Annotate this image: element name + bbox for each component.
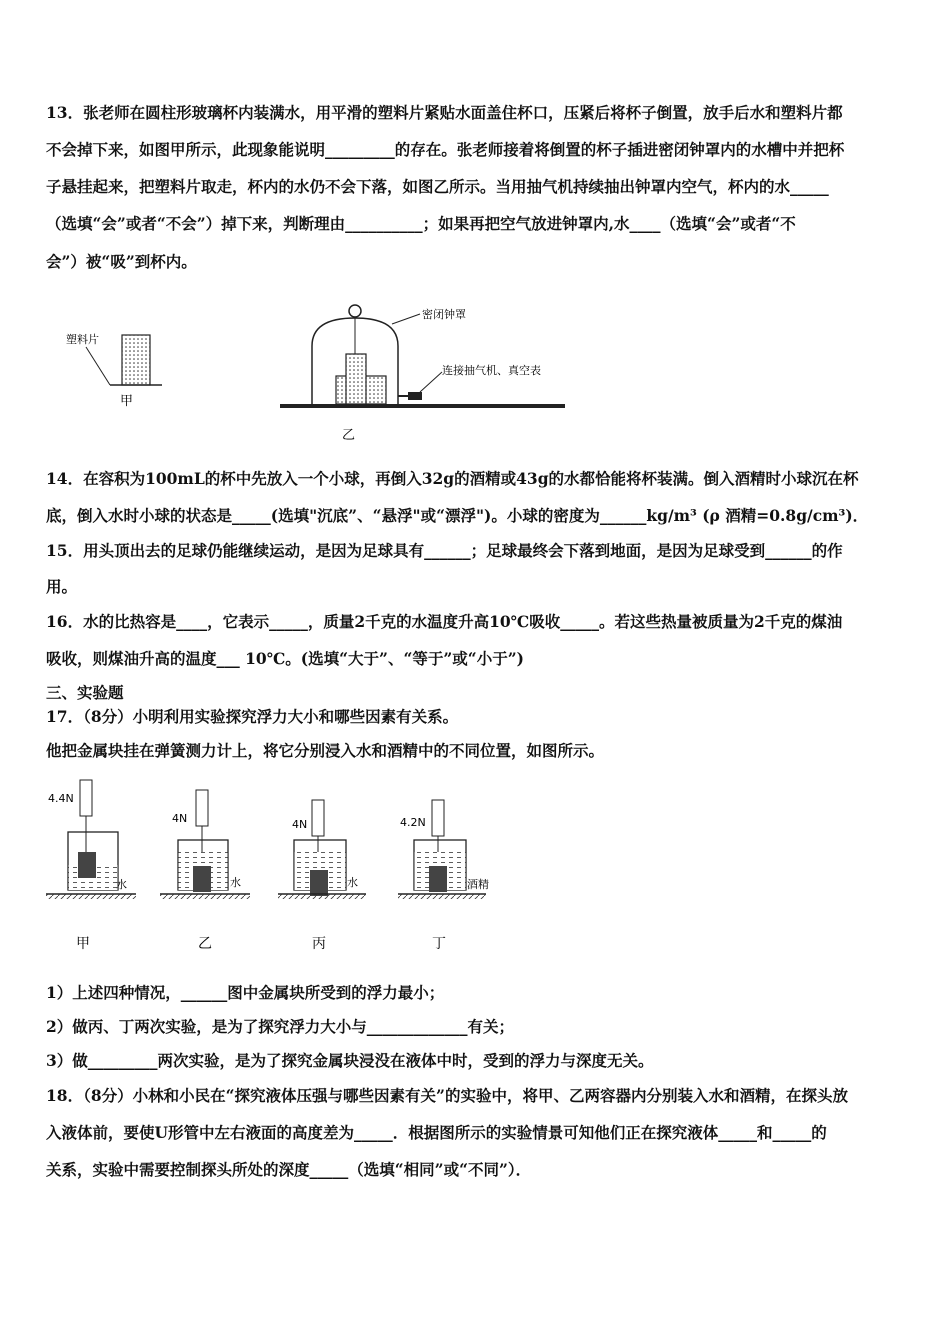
q17-sub-1: 1）上述四种情况，______图中金属块所受到的浮力最小；: [46, 983, 445, 1002]
reading-jia: 4.4N: [48, 792, 74, 805]
setup-bing: [278, 800, 366, 952]
hanging-cup: [346, 354, 366, 404]
caption-yi: 乙: [198, 936, 212, 952]
q13-figure-yi: [280, 296, 570, 446]
q18-line-1: 18．（8分）小林和小民在“探究液体压强与哪些因素有关”的实验中，将甲、乙两容器内分别装入水和酒精，在探头放: [46, 1086, 848, 1105]
section-title: 三、实验题: [46, 683, 124, 702]
liquid-ding: 酒精: [467, 878, 489, 891]
setup-ding: [398, 800, 489, 952]
figure-yi-caption: 乙: [342, 428, 356, 443]
q18-line-3: 关系，实验中需要控制探头所处的深度_____（选填“相同”或“不同”）．: [46, 1160, 532, 1179]
q13-line-5: 会”）被“吸”到杯内。: [46, 252, 197, 271]
q17-line-2: 他把金属块挂在弹簧测力计上，将它分别浸入水和酒精中的不同位置，如图所示。: [46, 741, 605, 760]
caption-ding: 丁: [432, 936, 446, 952]
bell-jar-label: 密闭钟罩: [422, 308, 466, 321]
q15-line-1: 15．用头顶出去的足球仍能继续运动，是因为足球具有______；足球最终会下落到地面，是因为足球受到______的作: [46, 541, 843, 560]
q15-line-2: 用。: [46, 577, 78, 596]
q17-sub-3: 3）做_________两次实验，是为了探究金属块浸没在液体中时，受到的浮力与深度无关。: [46, 1051, 654, 1070]
inverted-cup: [122, 335, 150, 385]
liquid-yi: 水: [230, 876, 241, 889]
q17-line-1: 17．（8分）小明利用实验探究浮力大小和哪些因素有关系。: [46, 707, 459, 726]
figure-jia-caption: 甲: [120, 394, 134, 409]
caption-bing: 丙: [312, 936, 326, 952]
q13-line-3: 子悬挂起来，把塑料片取走，杯内的水仍不会下落，如图乙所示。当用抽气机持续抽出钟罩内空气，杯内的水_____: [46, 177, 829, 196]
q13-figure-jia: [52, 325, 172, 415]
setup-jia: [46, 780, 136, 952]
q13-line-2: 不会掉下来，如图甲所示，此现象能说明_________的存在。张老师接着将倒置的杯子插进密闭钟罩内的水槽中并把杯: [46, 140, 845, 159]
reading-ding: 4.2N: [400, 816, 426, 829]
bell-knob: [349, 305, 361, 317]
q14-line-2: 底，倒入水时小球的状态是_____(选填"沉底”、“悬浮"或“漂浮")。小球的密度为______kg/m³ (ρ 酒精=0.8g/cm³)．: [46, 506, 869, 525]
q13-line-1: 13．张老师在圆柱形玻璃杯内装满水，用平滑的塑料片紧贴水面盖住杯口，压紧后将杯子倒置，放手后水和塑料片都: [46, 103, 843, 122]
reading-bing: 4N: [292, 818, 308, 831]
liquid-jia: 水: [116, 878, 127, 891]
liquid-bing: 水: [347, 876, 358, 889]
q17-figure-row: [40, 770, 520, 960]
q16-line-2: 吸收，则煤油升高的温度___ 10℃。(选填“大于”、“等于”或“小于”): [46, 649, 524, 668]
q17-sub-2: 2）做丙、丁两次实验，是为了探究浮力大小与_____________有关；: [46, 1017, 515, 1036]
caption-jia: 甲: [76, 936, 90, 952]
q13-line-4: （选填“会”或者“不会”）掉下来，判断理由__________；如果再把空气放进钟罩内,水____（选填“会”或者“不: [46, 214, 796, 233]
q14-line-1: 14．在容积为100mL的杯中先放入一个小球，再倒入32g的酒精或43g的水都恰能将杯装满。倒入酒精时小球沉在杯: [46, 469, 859, 488]
setup-yi: [160, 790, 250, 952]
q18-line-2: 入液体前，要使U形管中左右液面的高度差为_____．根据图所示的实验情景可知他们正在探究液体_____和_____的: [46, 1123, 827, 1142]
reading-yi: 4N: [172, 812, 188, 825]
plastic-sheet-label: 塑料片: [66, 333, 99, 346]
q16-line-1: 16．水的比热容是____，它表示_____，质量2千克的水温度升高10℃吸收_____。若这些热量被质量为2千克的煤油: [46, 612, 843, 631]
pump-label: 连接抽气机、真空表: [442, 364, 541, 377]
